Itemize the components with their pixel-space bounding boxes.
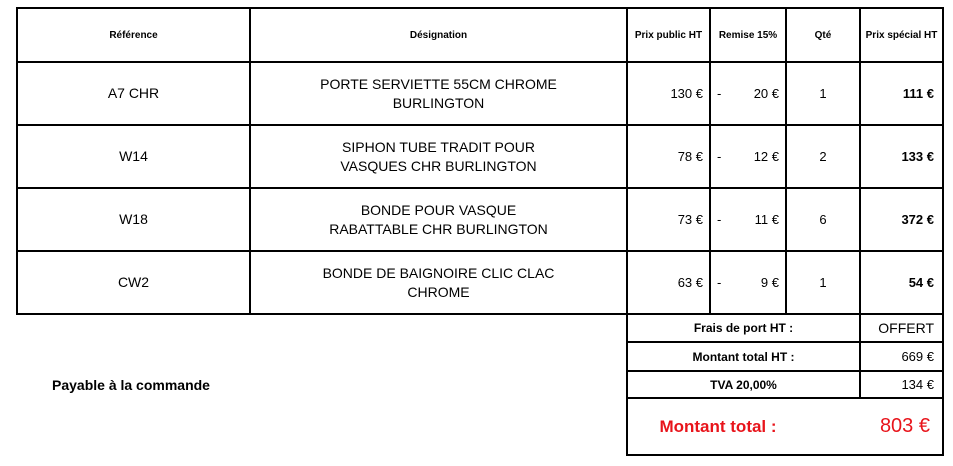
- header-reference: Référence: [109, 29, 158, 41]
- total-ht-label: Montant total HT :: [692, 349, 795, 364]
- row-public-price: 130 €: [670, 86, 703, 101]
- row-reference: CW2: [117, 274, 150, 290]
- row-discount: 20 €: [753, 86, 779, 101]
- row-discount-sign: -: [717, 212, 722, 227]
- row-special-price: 372 €: [901, 212, 934, 227]
- grand-total-value: 803 €: [879, 415, 930, 437]
- designation-line: VASQUES CHR BURLINGTON: [340, 157, 537, 174]
- row-discount: 9 €: [760, 275, 779, 290]
- row-discount: 11 €: [754, 212, 779, 227]
- header-public-price: Prix public HT: [634, 29, 703, 41]
- row-public-price: 78 €: [677, 149, 703, 164]
- row-qty: 6: [819, 212, 827, 227]
- designation-line: SIPHON TUBE TRADIT POUR: [342, 138, 535, 155]
- header-discount: Remise 15%: [718, 29, 778, 41]
- row-discount-sign: -: [717, 275, 722, 290]
- tva-label: TVA 20,00%: [710, 377, 777, 392]
- row-designation: [251, 189, 626, 250]
- row-discount-sign: -: [717, 149, 722, 164]
- row-reference: W18: [119, 211, 148, 227]
- row-special-price: 54 €: [908, 275, 934, 290]
- row-public-price: 63 €: [677, 275, 703, 290]
- designation-line: RABATTABLE CHR BURLINGTON: [329, 220, 548, 237]
- summary-border-right: [942, 313, 944, 456]
- grand-total-label: Montant total :: [659, 416, 777, 436]
- shipping-label: Frais de port HT :: [693, 321, 794, 335]
- designation-line: BONDE DE BAIGNOIRE CLIC CLAC: [322, 264, 555, 281]
- row-qty: 1: [819, 275, 827, 290]
- row-discount-sign: -: [717, 86, 722, 101]
- header-designation: Désignation: [409, 29, 468, 41]
- designation-line: BURLINGTON: [392, 94, 485, 111]
- row-special-price: 133 €: [901, 149, 934, 164]
- designation-line: BONDE POUR VASQUE: [360, 201, 517, 218]
- summary-border-bottom: [626, 454, 944, 456]
- header-special-price: Prix spécial HT: [865, 29, 938, 41]
- shipping-value: OFFERT: [878, 320, 934, 336]
- row-discount: 12 €: [753, 149, 779, 164]
- payment-note: Payable à la commande: [52, 377, 210, 393]
- row-designation: [251, 252, 626, 313]
- row-special-price: 111 €: [902, 86, 934, 101]
- row-qty: 1: [819, 86, 827, 101]
- row-qty: 2: [819, 149, 827, 164]
- tva-value: 134 €: [901, 377, 934, 392]
- row-reference: W14: [119, 148, 148, 164]
- designation-line: CHROME: [407, 283, 470, 300]
- row-public-price: 73 €: [677, 212, 703, 227]
- table-border-right: [942, 7, 944, 315]
- header-qty: Qté: [814, 29, 832, 41]
- designation-line: PORTE SERVIETTE 55CM CHROME: [320, 75, 557, 92]
- total-ht-value: 669 €: [901, 349, 934, 364]
- row-designation: [251, 63, 626, 124]
- row-reference: A7 CHR: [107, 85, 160, 101]
- row-designation: [251, 126, 626, 187]
